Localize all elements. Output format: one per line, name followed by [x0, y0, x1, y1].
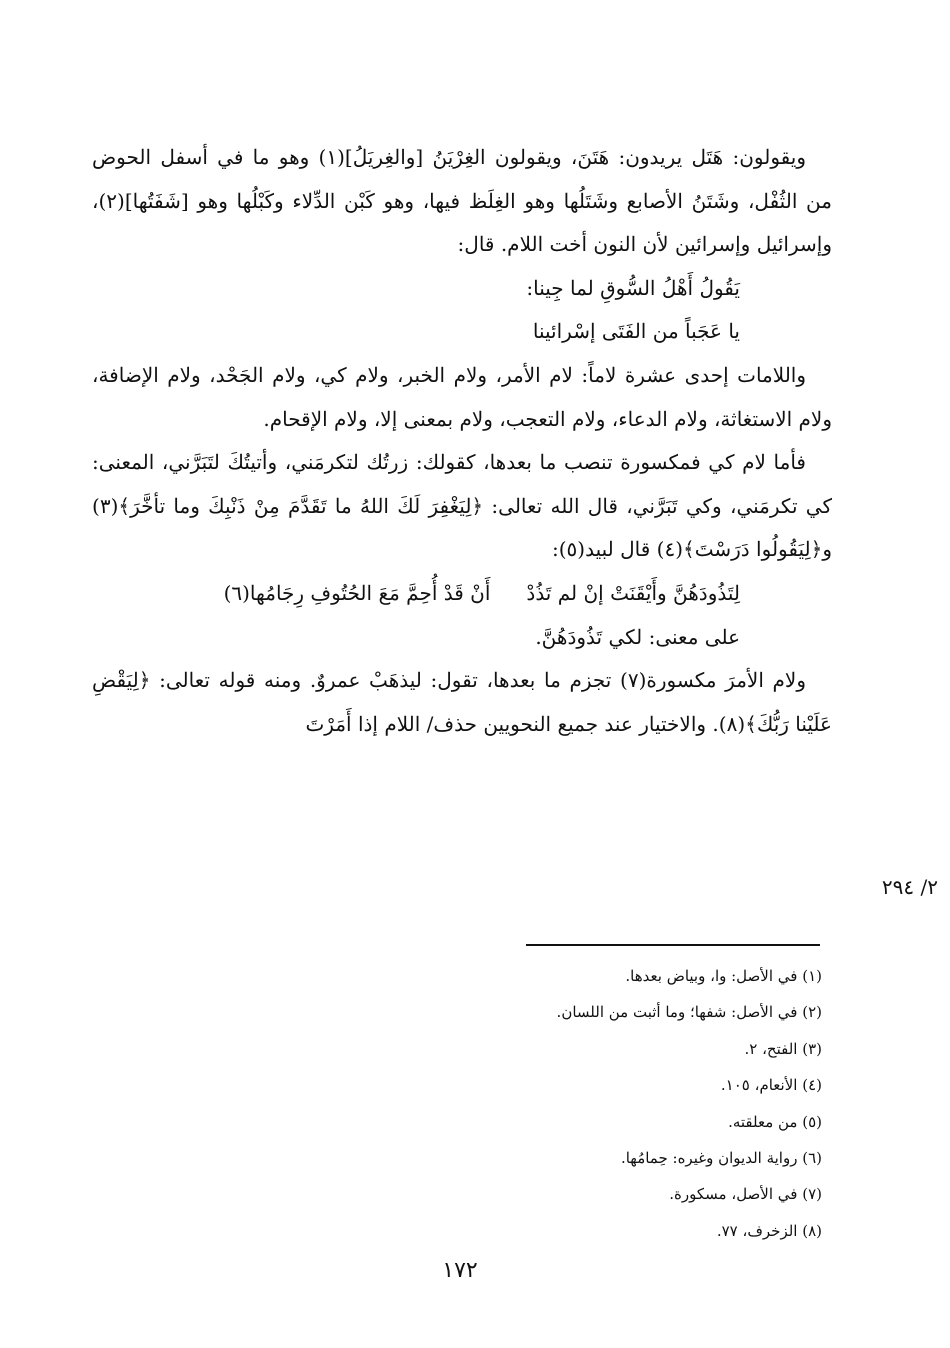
footnote-3: (٣) الفتح، ٢. [744, 1039, 822, 1058]
footnotes [420, 958, 822, 1249]
footnote-1: (١) في الأصل: وا، وبياض بعدها. [625, 967, 822, 985]
manuscript-folio-marker: ٢/ ٢٩٤ [881, 875, 938, 899]
footnote-2: (٢) في الأصل: شفها؛ وما أثبت من اللسان. [556, 1003, 822, 1022]
verse-line-1: يَقُولُ أَهْلُ السُّوقِ لما جِينا: [526, 275, 740, 300]
footnote-separator [526, 944, 820, 946]
paragraph-5: ولام الأمرَ مكسورة(٧) تجزم ما بعدها، تقول: ليذهَبْ عمروٌ. ومنه قوله تعالى: ﴿لِيَقْضِ عَلَيْنا رَبُّكَ﴾(٨). والاختيار عند جميع النحويين حذف/ اللام إذا أَمَرْتَ [92, 668, 832, 736]
paragraph-2: واللامات إحدى عشرة لاماً: لام الأمر، ولام الخبر، ولام كي، ولام الجَحْد، ولام الإضافة، ولام الاستغاثة، ولام الدعاء، ولام التعجب، ولام بمعنى إلا، ولام الإقحام. [92, 362, 832, 431]
footnote-7: (٧) في الأصل، مسكورة. [669, 1185, 822, 1204]
footnote-4: (٤) الأنعام، ١٠٥. [720, 1076, 822, 1095]
verse-line-3 [92, 572, 832, 616]
verse-commentary: على معنى: لكي تَذُودَهُنَّ. [535, 624, 740, 649]
paragraph-3: فأما لام كي فمكسورة تنصب ما بعدها، كقولك: زرتُك لتكرمَني، وأتيتُكَ لتَبَرَّني، المعنى: كي تكرمَني، وكي تَبَرَّني، قال الله تعالى: ﴿لِيَغْفِرَ لَكَ اللهُ ما تَقَدَّمَ مِنْ ذَنْبِكَ وما تأخَّرَ﴾(٣) و﴿لِيَقُولُوا دَرَسْتَ﴾(٤) قال لبيد(٥): [92, 450, 832, 562]
footnote-8: (٨) الزخرف، ٧٧. [716, 1221, 822, 1240]
verse-3-second-hemistich: أَنْ قَدْ أُحِمَّ مَعَ الحُتُوفِ رِجَامُها(٦) [223, 580, 491, 605]
verse-3-first-hemistich: لِتَذُودَهُنَّ وأَيْقَنَتْ إنْ لم تَذُدْ [526, 580, 740, 605]
footnote-5: (٥) من معلقته. [728, 1112, 822, 1131]
paragraph-1: ويقولون: هَتَل يريدون: هَتَنَ، ويقولون الغِرْيَنُ [والغِريَلُ](١) وهو ما في أسفل الحوض من الثُفْل، وشَتَنُ الأصابع وشَتَلُها وهو الغِلَظ فيها، وهو كَبْن الدِّلاء وكَبْلُها وهو [شَفَتُها](٢)، وإسرائيل وإسرائين لأن النون أخت اللام. قال: [92, 145, 832, 257]
main-text [92, 136, 832, 746]
footnote-6: (٦) رواية الديوان وغيره: حِمامُها. [620, 1149, 822, 1168]
verse-line-2: يا عَجَباً من الفَتَى إسْرائينا [532, 319, 740, 344]
page-number: ١٧٢ [442, 1258, 478, 1283]
